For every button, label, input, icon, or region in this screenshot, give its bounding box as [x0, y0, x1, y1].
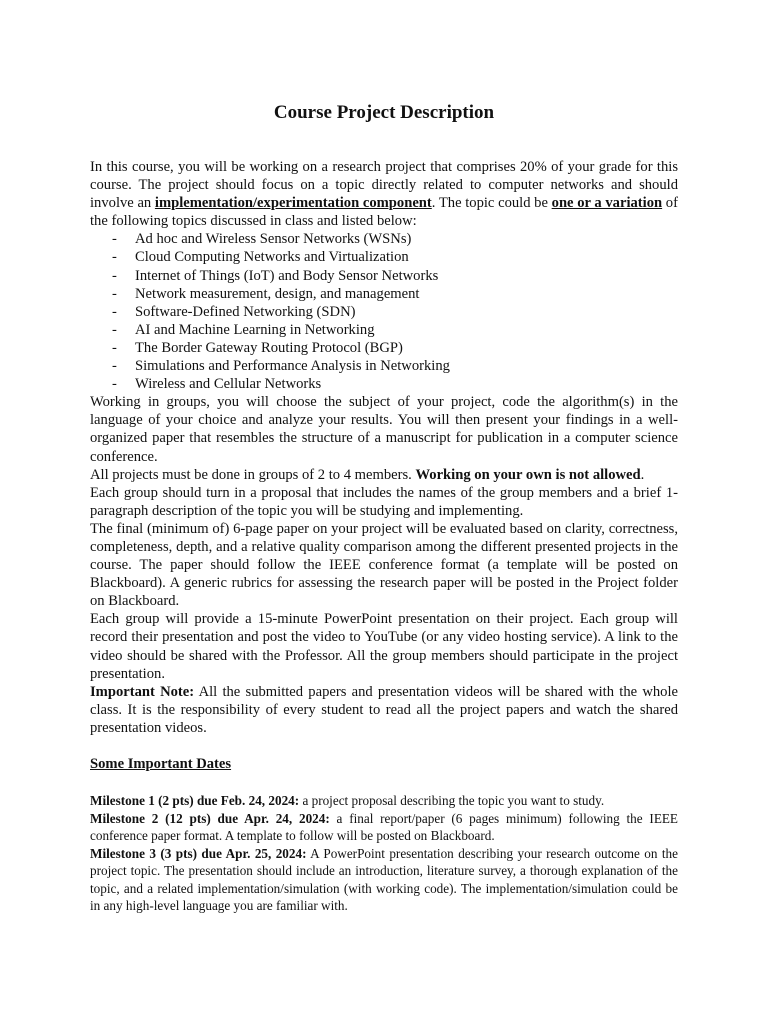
presentation-paragraph: Each group will provide a 15-minute PowerPoint presentation on their project. Each group will record their presentation and post the video to YouTube (or any video hosting service). A link to the video should be shared with the Professor. All the group members should participate in the project presentation.	[90, 611, 678, 682]
proposal-paragraph: Each group should turn in a proposal that includes the names of the group members and a brief 1-paragraph description of the topic you will be studying and implementing.	[90, 484, 678, 519]
milestone-text: A PowerPoint presentation describing your research outcome on the project topic. The presentation should include an introduction, literature survey, a thorough explanation of the topic, and a related implementation/simulation (with working code). The implementation/simulation could be in any high-level language you are familiar with.	[90, 845, 678, 913]
intro-emphasis-variation: one or a variation	[551, 195, 663, 212]
list-item: - Wireless and Cellular Networks	[112, 376, 322, 393]
document-page	[90, 100, 678, 915]
bullet-dash: -	[112, 358, 117, 375]
topics-list	[90, 230, 678, 393]
important-note-label: Important Note:	[90, 683, 195, 700]
page-title: Course Project Description	[273, 102, 495, 123]
bullet-dash: -	[112, 285, 117, 302]
bullet-dash: -	[112, 321, 117, 338]
milestone-1	[90, 792, 678, 810]
list-item: - Simulations and Performance Analysis in Networking	[112, 358, 450, 375]
groups-paragraph: Working in groups, you will choose the subject of your project, code the algorithm(s) in the language of your choice and analyze your results. You will then present your findings in a well-organized paper that resembles the structure of a manuscript for publication in a computer science conference.	[90, 394, 678, 465]
intro-text-3: of the following topics discussed in class and listed below:	[90, 195, 678, 230]
list-item: - Network measurement, design, and management	[112, 285, 420, 302]
list-item: - Internet of Things (IoT) and Body Sensor Networks	[112, 267, 439, 284]
bullet-dash: -	[112, 267, 117, 284]
bullet-dash: -	[112, 303, 117, 320]
bullet-dash: -	[112, 339, 117, 356]
bullet-dash: -	[112, 376, 117, 393]
intro-emphasis-implementation: implementation/experimentation component	[154, 195, 432, 212]
milestone-label: Milestone 1 (2 pts) due Feb. 24, 2024:	[90, 793, 300, 808]
intro-text-1: In this course, you will be working on a research project that comprises 20% of your grade for this course. The project should focus on a topic directly related to computer networks and should involve an	[90, 159, 678, 212]
bullet-dash: -	[112, 249, 117, 266]
dates-heading: Some Important Dates	[90, 756, 232, 772]
milestone-label: Milestone 2 (12 pts) due Apr. 24, 2024:	[90, 810, 330, 826]
list-item: - AI and Machine Learning in Networking	[112, 321, 375, 338]
final-paper-paragraph: The final (minimum of) 6-page paper on your project will be evaluated based on clarity, correctness, completeness, depth, and a relative quality comparison among the different presented projects in the course. The paper should follow the IEEE conference format (a template will be posted on Blackboard). A generic rubrics for assessing the research paper will be posted in the Project folder on Blackboard.	[90, 520, 678, 610]
members-emphasis: Working on your own is not allowed	[415, 466, 641, 483]
intro-paragraph	[90, 158, 678, 230]
milestone-label: Milestone 3 (3 pts) due Apr. 25, 2024:	[90, 845, 307, 861]
intro-text-2: . The topic could be	[431, 195, 552, 212]
members-paragraph: All projects must be done in groups of 2 to 4 members. Working on your own is not allowed.	[90, 466, 645, 483]
milestone-text: a final report/paper (6 pages minimum) following the IEEE conference paper format. A template to follow will be posted on Blackboard.	[90, 810, 678, 843]
list-item: - Cloud Computing Networks and Virtualization	[112, 249, 409, 266]
important-note-paragraph	[90, 683, 678, 737]
bullet-dash: -	[112, 231, 117, 248]
list-item: - Software-Defined Networking (SDN)	[112, 303, 356, 320]
milestone-2	[90, 810, 678, 845]
list-item: - The Border Gateway Routing Protocol (BGP)	[112, 339, 403, 356]
milestone-text: a project proposal describing the topic you want to study.	[299, 793, 605, 808]
list-item: - Ad hoc and Wireless Sensor Networks (WSNs)	[112, 231, 412, 248]
important-note-text: All the submitted papers and presentation videos will be shared with the whole class. It is the responsibility of every student to read all the project papers and watch the shared presentation videos.	[90, 683, 678, 736]
milestone-3	[90, 845, 678, 915]
